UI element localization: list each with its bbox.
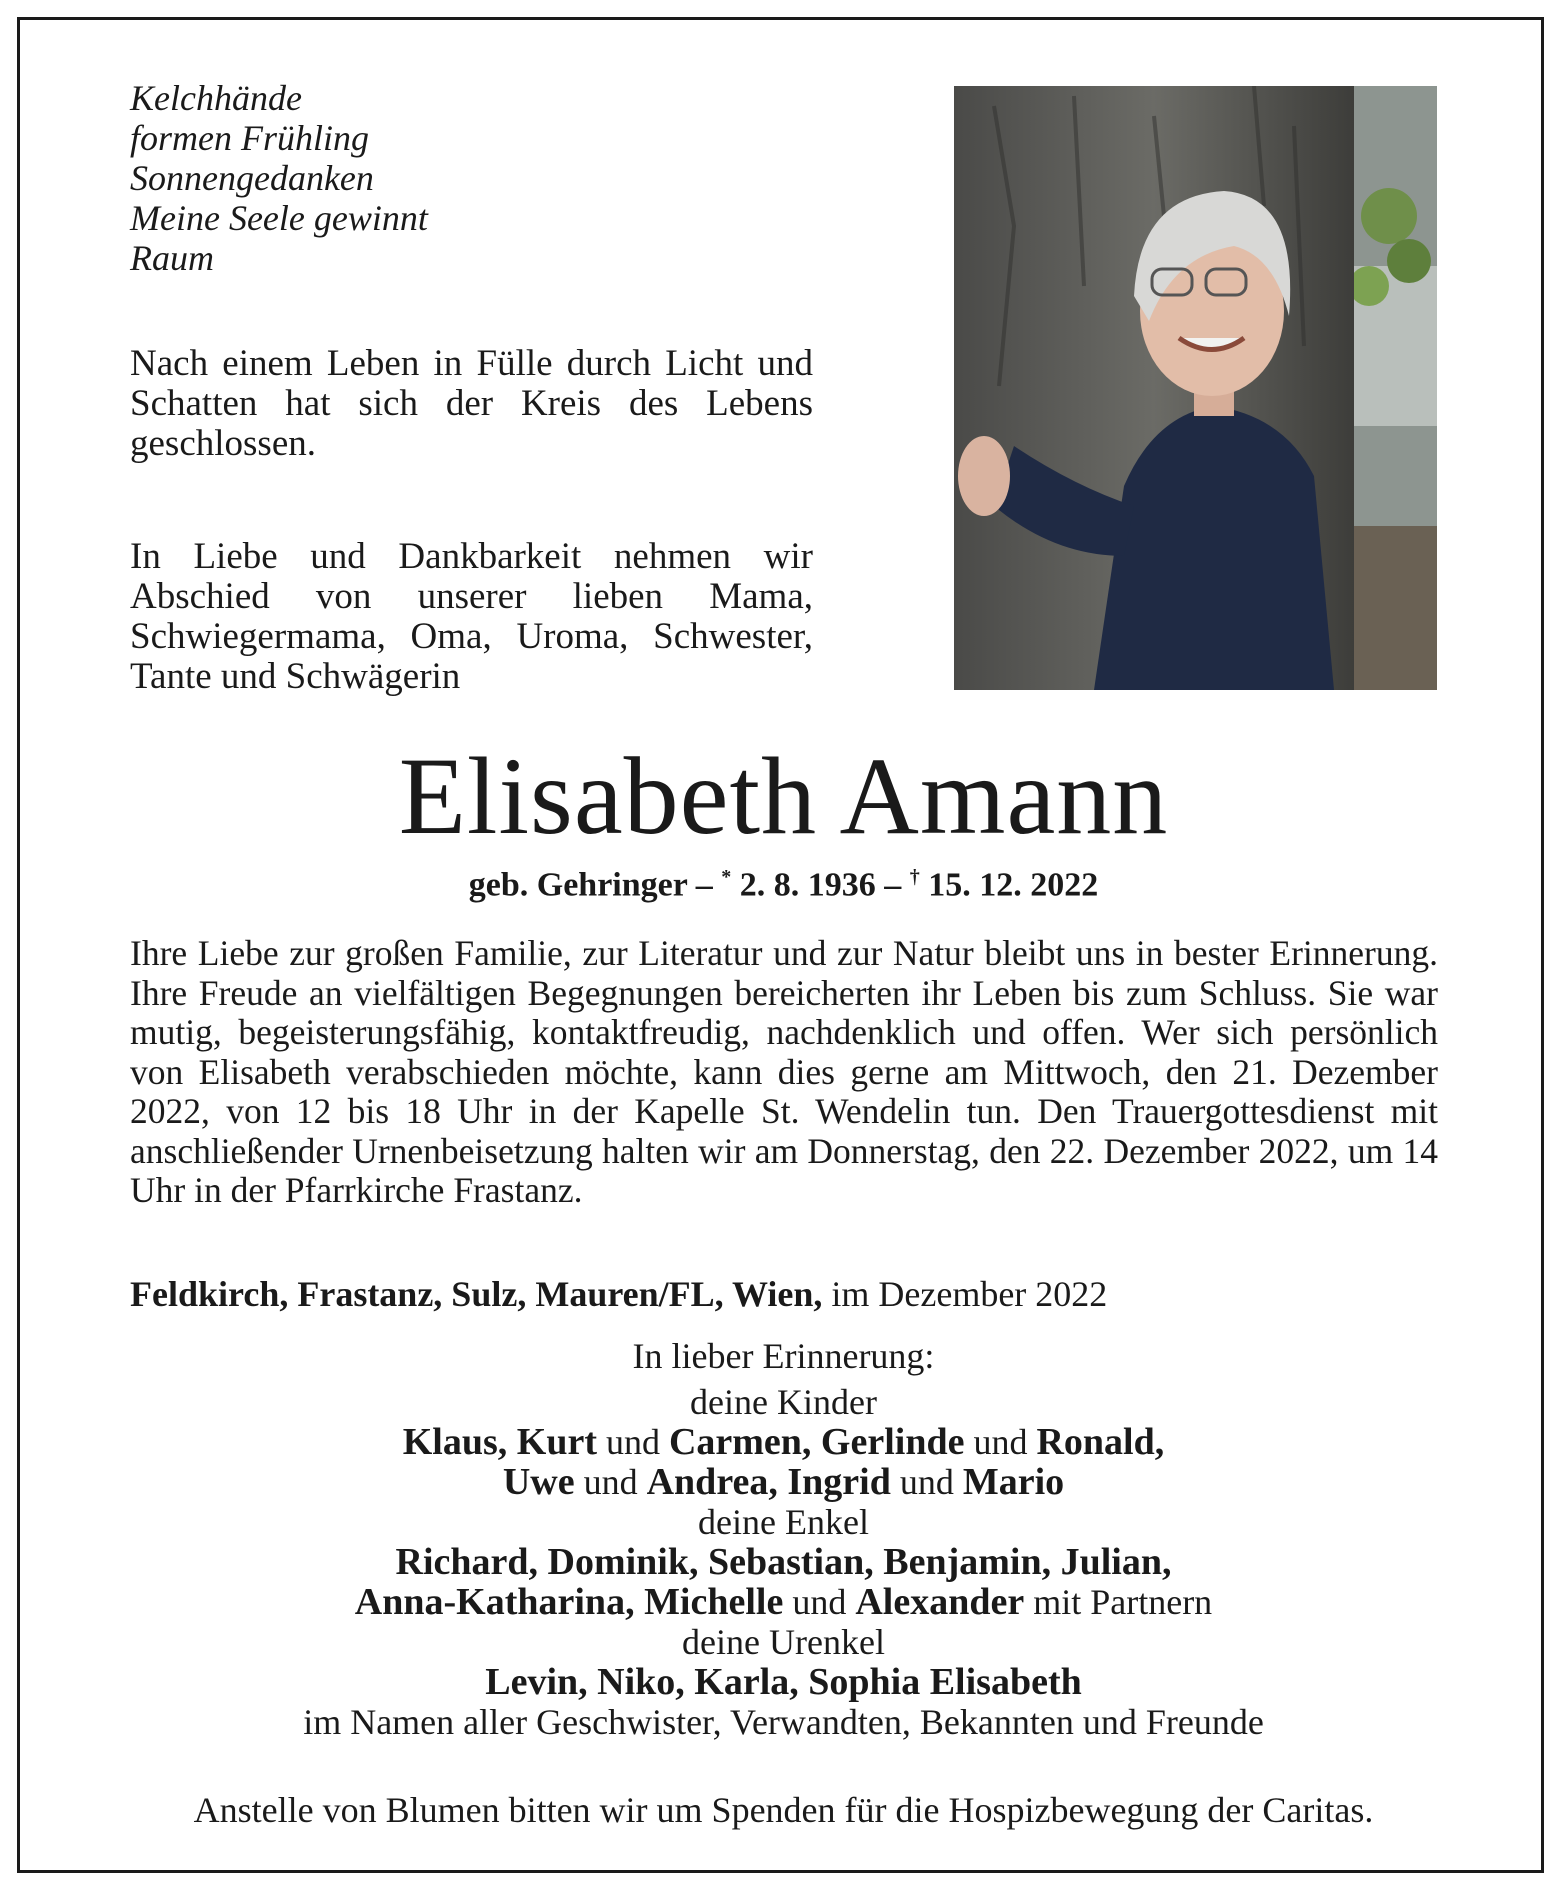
death-date: 15. 12. 2022 (928, 866, 1099, 904)
name-group: Mario (962, 1461, 1065, 1503)
notice-date: im Dezember 2022 (831, 1274, 1108, 1314)
poem-line: Kelchhände (130, 78, 302, 118)
connector-text: und (596, 1422, 669, 1462)
memorial-text: Ihre Liebe zur großen Familie, zur Literatur und zur Natur bleibt uns in bester Erinnerung. Ihre Freude an vielfältigen Begegnungen bereicherten ihr Leben bis zum Schluss. Sie war mutig, begeisterungsfähig, kontaktfreudig, nachdenklich und offen. Wer sich persönlich von Elisabeth verabschieden möchte, kann dies gerne am Mittwoch, den 21. Dezember 2022, von 12 bis 18 Uhr in der Kapelle St. Wendelin tun. Den Trauergottesdienst mit anschließender Urnenbeisetzung halten wir am Donnerstag, den 22. Dezember 2022, um 14 Uhr in der Pfarrkirche Frastanz. (130, 933, 1438, 1210)
closing-line: im Namen aller Geschwister, Verwandten, Bekannten und Freunde (303, 1702, 1264, 1742)
name-group: Anna-Katharina, Michelle (354, 1581, 784, 1623)
grandchildren-line (0, 1542, 1567, 1582)
deceased-name: Elisabeth Amann (398, 735, 1169, 857)
name-group: Carmen, Gerlinde (668, 1421, 965, 1463)
remembrance-heading: In lieber Erinnerung: (632, 1336, 935, 1376)
family-list (0, 1336, 1567, 1742)
great-grandchildren-line (0, 1662, 1567, 1702)
donation-request: Anstelle von Blumen bitten wir um Spenden für die Hospizbewegung der Caritas. (193, 1790, 1374, 1830)
children-label: deine Kinder (690, 1382, 877, 1422)
connector-text: und (964, 1422, 1037, 1462)
name-group: Uwe (502, 1461, 575, 1503)
name-group: Ronald, (1036, 1421, 1165, 1463)
place-names: Feldkirch, Frastanz, Sulz, Mauren/FL, Wien, (130, 1274, 823, 1314)
poem-line: formen Frühling (130, 118, 369, 158)
name-group: Richard, Dominik, Sebastian, Benjamin, Julian, (395, 1541, 1172, 1583)
children-line (0, 1462, 1567, 1502)
birth-date: 2. 8. 1936 (739, 866, 876, 904)
poem-line: Sonnengedanken (130, 158, 374, 198)
connector-text: und (574, 1462, 647, 1502)
poem (130, 78, 830, 278)
poem-line: Raum (130, 238, 214, 278)
name-group: Klaus, Kurt (402, 1421, 597, 1463)
intro-paragraph-2: In Liebe und Dankbarkeit nehmen wir Abschied von unserer lieben Mama, Schwiegermama, Oma, Uroma, Schwester, Tante und Schwägerin (130, 536, 813, 697)
name-group: Alexander (855, 1581, 1025, 1623)
portrait-photo (954, 86, 1437, 690)
poem-line: Meine Seele gewinnt (130, 198, 428, 238)
grandchildren-label: deine Enkel (698, 1502, 869, 1542)
connector-text: und (890, 1462, 963, 1502)
grandchildren-line (0, 1582, 1567, 1622)
connector-text: und (783, 1582, 856, 1622)
maiden-name: geb. Gehringer (468, 866, 688, 904)
name-group: Andrea, Ingrid (646, 1461, 891, 1503)
name-group: Levin, Niko, Karla, Sophia Elisabeth (485, 1661, 1082, 1703)
intro-paragraph-1: Nach einem Leben in Fülle durch Licht und Schatten hat sich der Kreis des Lebens geschlossen. (130, 343, 813, 464)
birth-symbol: * (721, 866, 732, 888)
places-line (130, 1272, 1450, 1316)
great-grandchildren-label: deine Urenkel (682, 1622, 885, 1662)
connector-text: mit Partnern (1024, 1582, 1213, 1622)
death-symbol: † (909, 866, 920, 888)
life-dates: geb. Gehringer – * 2. 8. 1936 – † 15. 12. 2022 (468, 866, 1099, 904)
children-line (0, 1422, 1567, 1462)
